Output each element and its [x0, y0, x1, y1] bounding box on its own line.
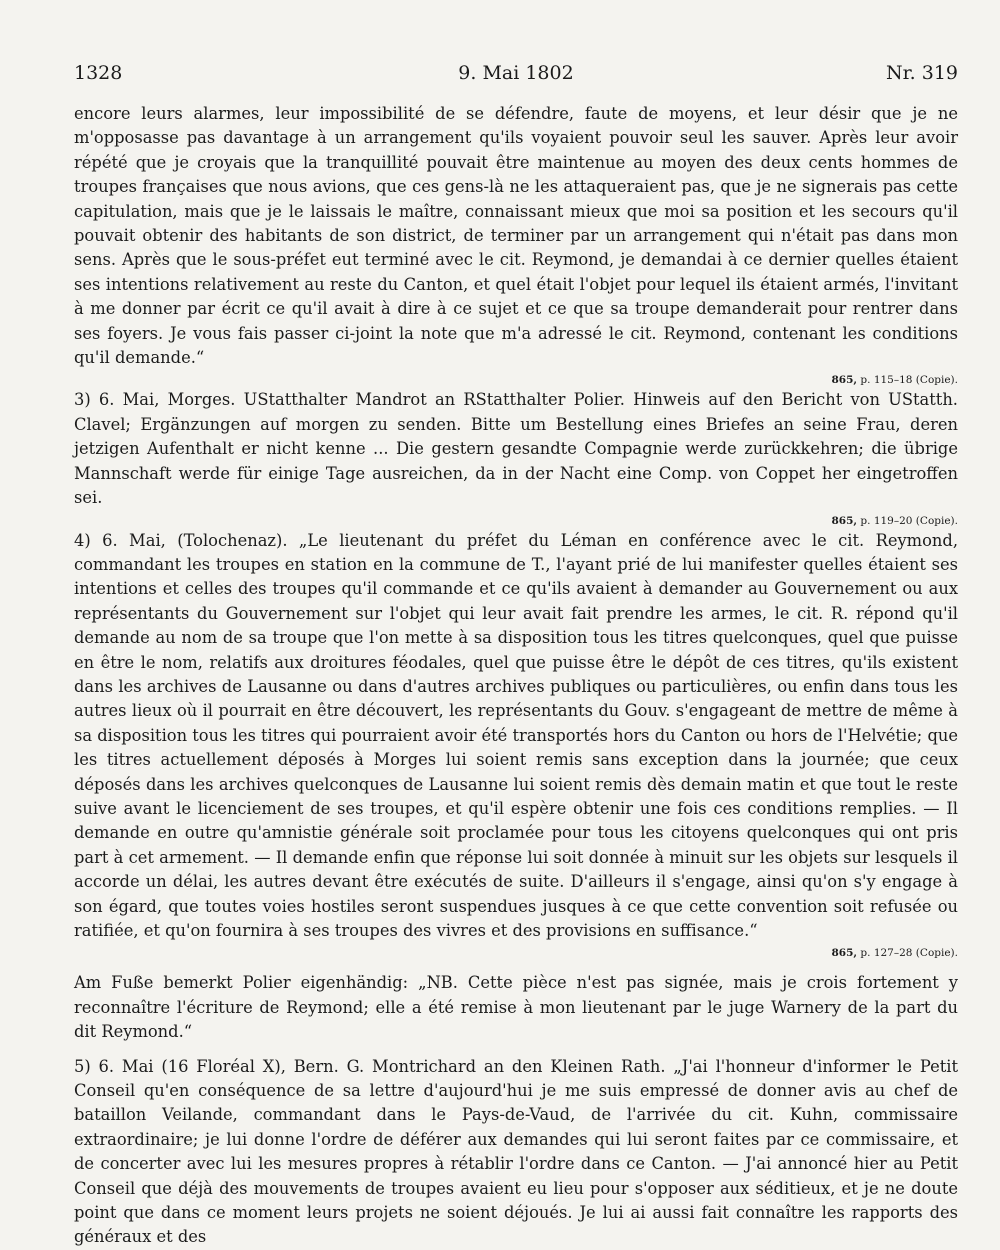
source-page: p. 127–28 (Copie).: [860, 947, 958, 960]
paragraph-entry-5: 5) 6. Mai (16 Floréal X), Bern. G. Montrichard an den Kleinen Rath. „J'ai l'honneur d'informer le Petit Conseil qu'en conséquence de sa lettre d'aujourd'hui je me suis empressé de donner avis au chef de bataillon Veilande, commandant dans le Pays-de-Vaud, de l'arrivée du cit. Kuhn, commissaire extraordinaire; je lui donne l'ordre de déférer aux demandes qui lui seront faites par ce commissaire, et de concerter avec lui les mesures propres à rétablir l'ordre dans ce Canton. — J'ai annoncé hier au Petit Conseil que déjà des mouvements de troupes avaient eu lieu pour s'opposer aux séditieux, et je ne doute point que dans ce moment leurs projets ne soient déjoués. Je lui ai aussi fait connaître les rapports des généraux et des: [74, 1056, 958, 1247]
source-ref: 865,: [831, 514, 858, 527]
paragraph-continuation: encore leurs alarmes, leur impossibilité de se défendre, faute de moyens, et leur désir que je ne m'opposasse pas davantage à un arrangement qu'ils voyaient pouvoir seul les sauver. Après leur avoir répété que je croyais que la tranquillité pouvait être maintenue au moyen des deux cents hommes de troupes françaises que nous avions, que ces gens-là ne les attaqueraient pas, que je ne signerais pas cette capitulation, mais que je le laissais le maître, connaissant mieux que moi sa position et les secours qu'il pouvait obtenir des habitants de son district, de terminer par un arrangement qui n'était pas dans mon sens. Après que le sous-préfet eut terminé avec le cit. Reymond, je demandai à ce dernier quelles étaient ses intentions relativement au reste du Canton, et quel était l'objet pour lequel ils étaient armés, l'invitant à me donner par écrit ce qu'il avait à dire à ce sujet et ce que sa troupe demanderait pour rentrer dans ses foyers. Je vous fais passer ci-joint la note que m'a adressé le cit. Reymond, contenant les conditions qu'il demande.“: [74, 104, 958, 368]
paragraph-entry-3: 3) 6. Mai, Morges. UStatthalter Mandrot an RStatthalter Polier. Hinweis auf den Bericht von UStatth. Clavel; Ergänzungen auf morgen zu senden. Bitte um Bestellung eines Briefes an seine Frau, deren jetzigen Aufenthalt er nicht kenne ... Die gestern gesandte Compagnie werde zurückkehren; die übrige Mannschaft werde für einige Tage ausreichen, da in der Nacht eine Comp. von Coppet her eingetroffen sei.: [74, 390, 958, 508]
running-header: [74, 62, 958, 102]
paragraph-entry-4: 4) 6. Mai, (Tolochenaz). „Le lieutenant du préfet du Léman en conférence avec le cit. Reymond, commandant les troupes en station en la commune de T., l'ayant prié de lui manifester quelles étaient ses intentions et celles des troupes qu'il commande et ce qu'ils avaient à demander au Gouvernement ou aux représentants du Gouvernement sur l'objet qui leur avait fait prendre les armes, le cit. R. répond qu'il demande au nom de sa troupe que l'on mette à sa disposition tous les titres quelconques, quel que puisse en être le nom, relatifs aux droitures féodales, quel que puisse être le dépôt de ces titres, qu'ils existent dans les archives de Lausanne ou dans d'autres archives publiques ou particulières, ou enfin dans tous les autres lieux où il pourrait en être découvert, les représentants du Gouv. s'engageant de mettre de même à sa disposition tous les titres qui pourraient avoir été transportés hors du Canton ou hors de l'Helvétie; que les titres actuellement déposés à Morges lui soient remis sans exception dans la journée; que ceux déposés dans les archives quelconques de Lausanne lui soient remis dès demain matin et que tout le reste suive avant le licenciement de ses troupes, et qu'il espère obtenir une fois ces conditions remplies. — Il demande en outre qu'amnistie générale soit proclamée pour tous les citoyens quelconques qui ont pris part à cet armement. — Il demande enfin que réponse lui soit donnée à minuit sur les objets sur lesquels il accorde un délai, les autres devant être exécutés de suite. D'ailleurs il s'engage, ainsi qu'on s'y engage à son égard, que toutes voies hostiles seront suspendues jusques à ce que cette convention soit refusée ou ratifiée, et qu'on fournira à ses troupes des vivres et des provisions en suffisance.“: [74, 530, 958, 940]
source-ref: 865,: [831, 374, 858, 387]
source-citation: [74, 513, 958, 529]
source-page: p. 119–20 (Copie).: [860, 514, 958, 527]
document-body: [74, 102, 958, 1250]
source-page: p. 115–18 (Copie).: [860, 374, 958, 387]
paragraph-note: Am Fuße bemerkt Polier eigenhändig: „NB. Cette pièce n'est pas signée, mais je crois fortement y reconnaître l'écriture de Reymond; elle a été remise à mon lieutenant par le juge Warnery de la part du dit Reymond.“: [74, 973, 958, 1042]
source-ref: 865,: [831, 947, 858, 960]
document-number: Nr. 319: [886, 62, 958, 84]
page-number: 1328: [74, 62, 123, 84]
source-citation: [74, 945, 958, 961]
source-citation: [74, 372, 958, 388]
header-date: 9. Mai 1802: [458, 62, 574, 84]
